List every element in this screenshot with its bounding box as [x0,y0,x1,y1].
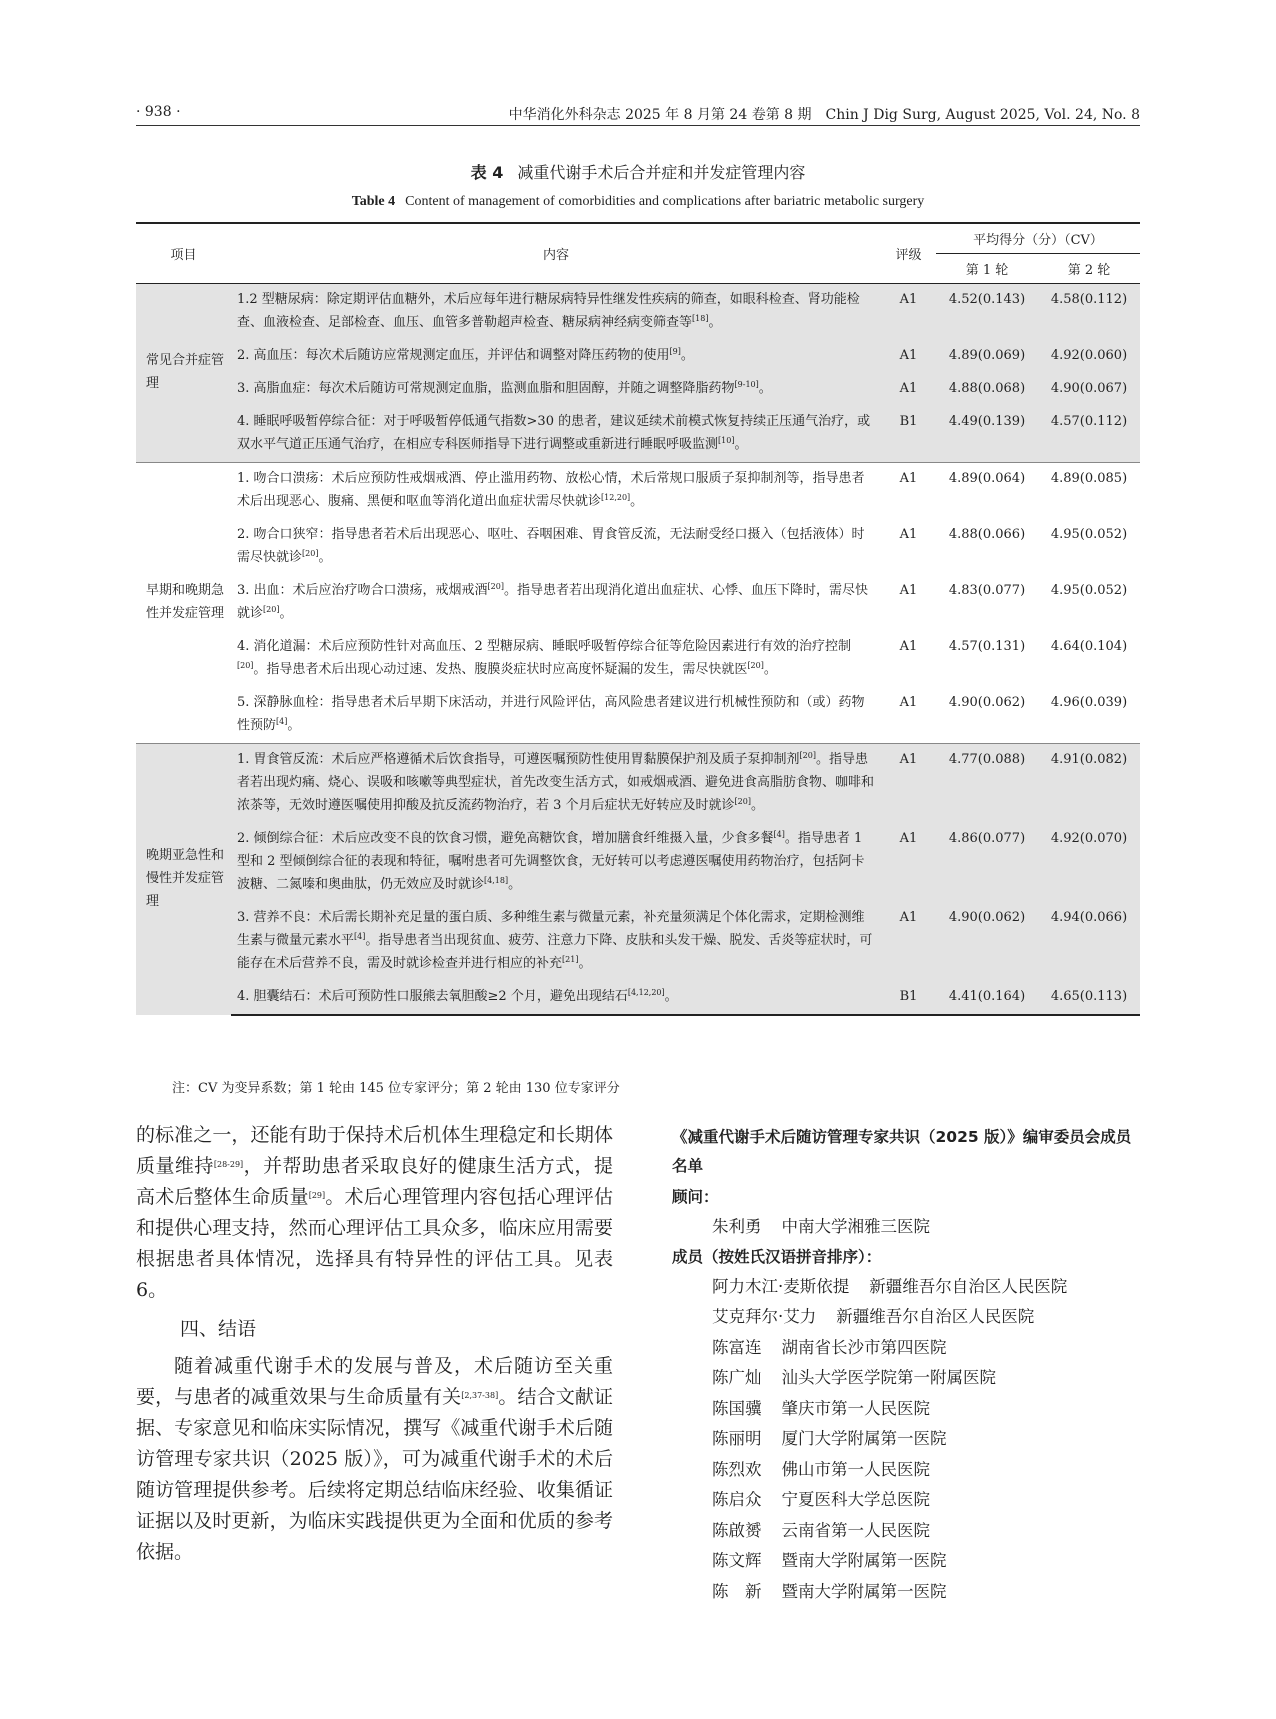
member-name: 陈启众 [712,1490,762,1509]
citation: [20] [237,660,254,670]
member-entry [672,1363,1142,1394]
citation: [4,18] [484,875,509,885]
table-caption-cn [0,160,1276,183]
row-content: 1.2 型糖尿病：除定期评估血糖外，术后应每年进行糖尿病特异性继发性疾病的筛查，如眼科检查、肾功能检查、血液检查、足部检查、血压、血管多普勒超声检查、糖尿病神经病变筛查等[18]。 [231,283,881,340]
journal-running-head: 中华消化外科杂志 2025 年 8 月第 24 卷第 8 期 Chin J Dig Surg, August 2025, Vol. 24, No. 8 [508,107,1140,123]
member-entry [672,1485,1142,1516]
row-content: 4. 胆囊结石：术后可预防性口服熊去氧胆酸≥2 个月，避免出现结石[4,12,20]。 [231,981,881,1015]
citation: [9-10] [734,379,759,389]
member-name: 陈烈欢 [712,1459,762,1479]
group-label: 常见合并症管理 [136,283,231,462]
member-name: 陈文辉 [712,1551,762,1570]
row-score-round2: 4.95(0.052) [1050,526,1128,542]
citation: [29] [308,1191,326,1200]
row-content: 2. 高血压：每次术后随访应常规测定血压，并评估和调整对降压药物的使用[9]。 [231,340,881,373]
row-score-round2: 4.92(0.070) [1038,823,1140,902]
citation: [4] [276,716,288,726]
row-content: 1. 吻合口溃疡：术后应预防性戒烟戒酒、停止滥用药物、放松心情，术后常规口服质子泵抑制剂等，指导患者术后出现恶心、腹痛、黑便和呕血等消化道出血症状需尽快就诊[12,20]。 [231,462,881,519]
right-column [672,1123,1142,1607]
row-score-round1: 4.83(0.077) [948,582,1026,598]
group-label: 早期和晚期急性并发症管理 [136,462,231,743]
body-paragraph-2: 随着减重代谢手术的发展与普及，术后随访至关重要，与患者的减重效果与生命质量有关[2,37-38]。结合文献证据、专家意见和临床实际情况，撰写《减重代谢手术后随访管理专家共识（2025 版）》，可为减重代谢手术的术后随访管理提供参考。后续将定期总结临床经验、收集循证证据以及时更新，为临床实践提供更为全面和优质的参考依据。 [136,1355,613,1563]
row-grade: A1 [881,373,936,406]
citation: [21] [562,954,579,964]
citation: [20] [263,604,280,614]
table-title-en: Content of management of comorbidities and complications after bariatric metabolic surgery [405,194,925,209]
table-4 [136,222,1140,1016]
row-score-round2: 4.94(0.066) [1038,902,1140,981]
member-name: 陈啟赟 [712,1520,762,1540]
member-organization: 湖南省长沙市第四医院 [781,1337,947,1357]
table-row [136,406,1140,463]
member-entry [672,1455,1142,1486]
row-score-round2: 4.96(0.039) [1050,694,1128,710]
row-grade: B1 [881,406,936,463]
row-score-round1: 4.77(0.088) [936,743,1038,823]
row-content: 5. 深静脉血栓：指导患者术后早期下床活动，并进行风险评估，高风险患者建议进行机械性预防和（或）药物性预防[4]。 [237,694,865,733]
member-organization: 暨南大学附属第一医院 [781,1581,947,1601]
row-score-round1: 4.57(0.131) [948,638,1026,654]
citation: [20] [747,660,764,670]
member-list [672,1272,1142,1608]
table-caption-en [0,194,1276,210]
row-score-round1: 4.88(0.068) [936,373,1038,406]
left-column [136,1120,613,1568]
running-header [136,104,1140,126]
row-content: 2. 吻合口狭窄：指导患者若术后出现恶心、呕吐、吞咽困难、胃食管反流，无法耐受经口摄入（包括液体）时需尽快就诊[20]。 [237,526,865,565]
header-round1: 第 1 轮 [936,253,1038,283]
row-score-round1: 4.89(0.064) [936,462,1038,519]
row-score-round1: 4.86(0.077) [936,823,1038,902]
citation: [9] [669,346,681,356]
row-grade: A1 [881,743,936,823]
row-score-round2: 4.57(0.112) [1038,406,1140,463]
citation: [18] [692,313,709,323]
table-note: 注：CV 为变异系数；第 1 轮由 145 位专家评分；第 2 轮由 130 位专家评分 [172,1081,620,1096]
member-name: 陈广灿 [712,1368,762,1387]
header-grade: 评级 [881,223,936,283]
row-grade: A1 [899,526,918,542]
member-entry [672,1394,1142,1425]
row-content: 3. 营养不良：术后需长期补充足量的蛋白质、多种维生素与微量元素，补充量须满足个体化需求，定期检测维生素与微量元素水平[4]。指导患者当出现贫血、疲劳、注意力下降、皮肤和头发干燥、脱发、舌炎等症状时，可能存在术后营养不良，需及时就诊检查并进行相应的补充[21]。 [231,902,881,981]
member-entry [672,1546,1142,1577]
member-organization: 汕头大学医学院第一附属医院 [781,1368,996,1387]
table-label-cn: 表 4 [470,163,504,182]
member-label: 成员（按姓氏汉语拼音排序）： [672,1247,882,1266]
member-name: 朱利勇 [712,1217,762,1236]
advisor-label: 顾问： [672,1188,719,1206]
member-entry [672,1516,1142,1547]
member-name: 陈国骥 [712,1398,762,1418]
member-organization: 新疆维吾尔自治区人民医院 [869,1276,1068,1296]
citation: [20] [734,796,751,806]
member-organization: 云南省第一人民医院 [781,1520,930,1540]
member-organization: 中南大学湘雅三医院 [781,1217,930,1236]
citation: [4] [773,829,785,839]
row-score-round2: 4.64(0.104) [1050,638,1128,654]
member-name: 陈 新 [712,1581,762,1601]
citation: [4,12,20] [627,987,665,997]
table-row [136,283,1140,340]
row-content: 3. 出血：术后应治疗吻合口溃疡，戒烟戒酒[20]。指导患者若出现消化道出血症状、心悸、血压下降时，需尽快就诊[20]。 [237,581,868,621]
member-organization: 肇庆市第一人民医院 [781,1398,930,1418]
row-content: 4. 消化道漏：术后应预防性针对高血压、2 型糖尿病、睡眠呼吸暂停综合征等危险因素进行有效的治疗控制[20]。指导患者术后出现心动过速、发热、腹膜炎症状时应高度怀疑漏的发生，需尽快就医[20]。 [237,638,851,677]
member-organization: 厦门大学附属第一医院 [781,1429,947,1448]
section-heading: 四、结语 [180,1318,257,1340]
header-avg: 平均得分（分）（CV） [936,223,1140,253]
row-grade: A1 [881,902,936,981]
row-grade: A1 [899,582,918,598]
table-row [136,631,1140,687]
page-number: · 938 · [136,104,181,120]
row-grade: A1 [881,462,936,519]
table-row [136,462,1140,519]
row-content: 1. 胃食管反流：术后应严格遵循术后饮食指导，可遵医嘱预防性使用胃黏膜保护剂及质子泵抑制剂[20]。指导患者若出现灼痛、烧心、误吸和咳嗽等典型症状，首先改变生活方式，如戒烟戒酒、避免进食高脂肪食物、咖啡和浓茶等，无效时遵医嘱使用抑酸及抗反流药物治疗，若 3 个月后症状无好转应及时就诊[20]。 [231,743,881,823]
row-content: 2. 倾倒综合征：术后应改变不良的饮食习惯，避免高糖饮食，增加膳食纤维摄入量，少食多餐[4]。指导患者 1 型和 2 型倾倒综合征的表现和特征，嘱咐患者可先调整饮食，无好转可以考虑遵医嘱使用药物治疗，包括阿卡波糖、二氮嗪和奥曲肽，仍无效应及时就诊[4,18]。 [231,823,881,902]
header-round2: 第 2 轮 [1038,253,1140,283]
table-body [136,283,1140,1015]
row-score-round1: 4.52(0.143) [936,283,1038,340]
member-entry [672,1302,1142,1333]
table-row [136,373,1140,406]
row-score-round2: 4.95(0.052) [1050,582,1128,598]
row-content: 3. 高脂血症：每次术后随访可常规测定血脂，监测血脂和胆固醇，并随之调整降脂药物[9-10]。 [231,373,881,406]
member-entry [672,1577,1142,1608]
member-name: 艾克拜尔·艾力 [712,1307,817,1326]
table-title-cn: 减重代谢手术后合并症和并发症管理内容 [517,163,806,182]
table-row [136,687,1140,744]
member-organization: 佛山市第一人民医院 [781,1459,930,1479]
member-entry [672,1212,1142,1243]
citation: [10] [718,435,735,445]
table-row [136,519,1140,575]
member-name: 陈富连 [712,1337,762,1357]
table-row [136,575,1140,631]
row-grade: A1 [881,283,936,340]
row-score-round2: 4.89(0.085) [1038,462,1140,519]
citation: [2,37-38] [461,1391,499,1400]
table-row [136,902,1140,981]
row-score-round1: 4.41(0.164) [936,981,1038,1015]
group-label: 晚期亚急性和慢性并发症管理 [136,743,231,1015]
row-score-round1: 4.89(0.069) [936,340,1038,373]
member-organization: 暨南大学附属第一医院 [781,1551,947,1570]
row-score-round1: 4.90(0.062) [936,902,1038,981]
citation: [20] [302,548,319,558]
row-score-round2: 4.92(0.060) [1038,340,1140,373]
member-entry [672,1333,1142,1364]
advisor-list [672,1212,1142,1243]
header-item: 项目 [136,223,231,283]
body-paragraph-1: 的标准之一，还能有助于保持术后机体生理稳定和长期体质量维持[28-29]，并帮助患者采取良好的健康生活方式，提高术后整体生命质量[29]。术后心理管理内容包括心理评估和提供心理支持，然而心理评估工具众多，临床应用需要根据患者具体情况，选择具有特异性的评估工具。见表 6。 [136,1124,613,1301]
row-grade: A1 [899,638,918,654]
table-row [136,823,1140,902]
table-label-en: Table 4 [351,194,396,209]
citation: [20] [487,581,504,591]
member-organization: 新疆维吾尔自治区人民医院 [836,1307,1035,1326]
member-name: 陈丽明 [712,1429,762,1448]
committee-title: 《减重代谢手术后随访管理专家共识（2025 版）》编审委员会成员名单 [672,1128,1132,1175]
header-content: 内容 [231,223,881,283]
row-grade: B1 [881,981,936,1015]
row-grade: A1 [881,340,936,373]
member-entry [672,1272,1142,1303]
citation: [20] [799,750,816,760]
row-score-round2: 4.91(0.082) [1038,743,1140,823]
table-row [136,981,1140,1015]
citation: [12,20] [601,492,631,502]
row-score-round2: 4.65(0.113) [1038,981,1140,1015]
row-score-round1: 4.49(0.139) [936,406,1038,463]
citation: [4] [354,931,366,941]
row-content: 4. 睡眠呼吸暂停综合征：对于呼吸暂停低通气指数>30 的患者，建议延续术前模式恢复持续正压通气治疗，或双水平气道正压通气治疗，在相应专科医师指导下进行调整或重新进行睡眠呼吸监测[10]。 [231,406,881,463]
row-score-round1: 4.88(0.066) [948,526,1026,542]
member-name: 阿力木江·麦斯依提 [712,1276,850,1296]
row-grade: A1 [899,694,918,710]
row-score-round2: 4.90(0.067) [1038,373,1140,406]
member-organization: 宁夏医科大学总医院 [781,1490,930,1509]
row-grade: A1 [881,823,936,902]
member-entry [672,1424,1142,1455]
citation: [28-29] [213,1160,244,1169]
row-score-round2: 4.58(0.112) [1038,283,1140,340]
table-row [136,743,1140,823]
row-score-round1: 4.90(0.062) [948,694,1026,710]
table-row [136,340,1140,373]
